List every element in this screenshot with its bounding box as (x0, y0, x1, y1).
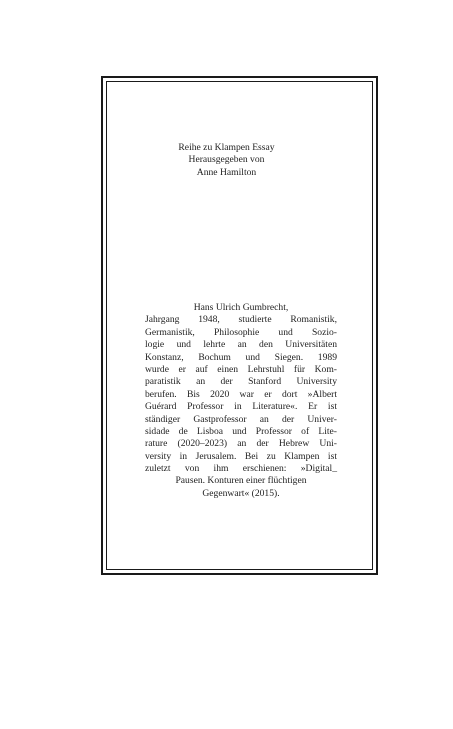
bio-line: versity in Jerusalem. Bei zu Klampen ist (145, 450, 337, 462)
bio-line: Hans Ulrich Gumbrecht, (193, 302, 289, 313)
bio-line: paratistik an der Stanford University (145, 376, 337, 388)
series-info (0, 142, 453, 179)
bio-line: Konstanz, Bochum und Siegen. 1989 (145, 351, 337, 363)
series-editor-name: Anne Hamilton (196, 166, 257, 178)
bio-line: Germanistik, Philosophie und Sozio- (145, 326, 337, 338)
bio-line: logie und lehrte an den Universitäten (145, 339, 337, 351)
bio-line: Pausen. Konturen einer flüchtigen (175, 475, 307, 487)
bio-line: wurde er auf einen Lehrstuhl für Kom- (145, 363, 337, 375)
bio-line: Jahrgang 1948, studierte Romanistik, (145, 314, 337, 326)
bio-line: zuletzt von ihm erschienen: »Digital_ (145, 463, 337, 475)
bio-line: ständiger Gastprofessor an der Univer- (145, 413, 337, 425)
series-editor-label: Herausgegeben von (188, 154, 265, 166)
bio-line: sidade de Lisboa und Professor of Lite- (145, 425, 337, 437)
series-title: Reihe zu Klampen Essay (178, 142, 275, 153)
bio-line: Guérard Professor in Literature«. Er ist (145, 401, 337, 413)
author-bio (145, 302, 337, 500)
bio-line: berufen. Bis 2020 war er dort »Albert (145, 388, 337, 400)
bio-line: rature (2020–2023) an der Hebrew Uni- (145, 438, 337, 450)
bio-line: Gegenwart« (2015). (202, 487, 280, 499)
